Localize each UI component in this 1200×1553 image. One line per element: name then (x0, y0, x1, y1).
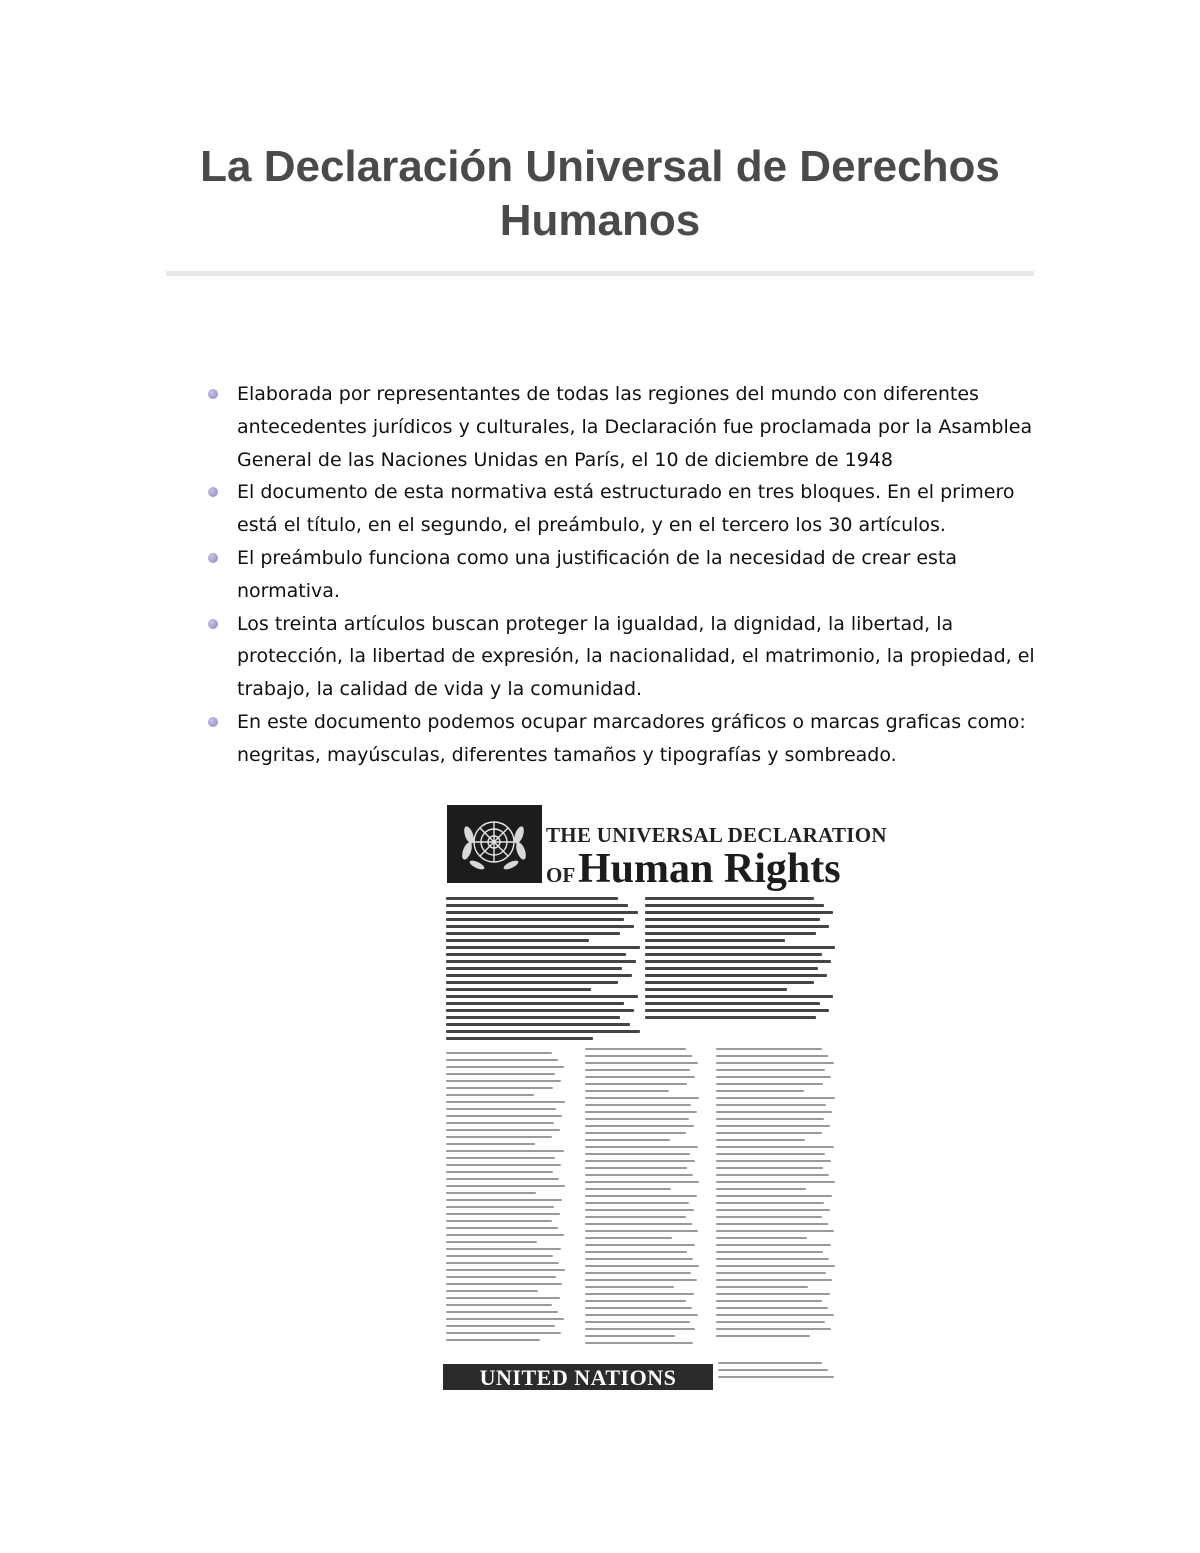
poster-text-line (585, 1328, 695, 1330)
poster-text-line (446, 1290, 538, 1292)
poster-text-line (585, 1069, 690, 1071)
poster-text-line (446, 904, 628, 907)
poster-text-line (585, 1174, 693, 1176)
poster-text-line (585, 1209, 694, 1211)
poster-text-line (446, 988, 591, 991)
poster-text-line (585, 1293, 694, 1295)
poster-text-line (446, 1059, 558, 1061)
poster-text-line (446, 925, 634, 928)
poster-text-line (446, 1227, 558, 1229)
poster-text-line (446, 1192, 536, 1194)
poster-text-line (718, 1369, 828, 1371)
poster-text-line (716, 1314, 834, 1316)
poster-text-line (645, 967, 818, 970)
poster-text-line (645, 939, 785, 942)
poster-text-line (645, 1016, 816, 1019)
poster-text-line (716, 1335, 810, 1337)
poster-text-line (446, 1164, 561, 1166)
poster-text-line (716, 1146, 834, 1148)
poster-text-line (585, 1244, 695, 1246)
poster-footnote (718, 1362, 836, 1382)
poster-text-line (645, 904, 824, 907)
poster-articles-column-1 (446, 1052, 566, 1342)
poster-text-line (446, 1087, 553, 1089)
list-item (205, 608, 1045, 706)
poster-text-line (446, 981, 618, 984)
poster-text-line (645, 988, 787, 991)
bullet-text: Elaborada por representantes de todas las regiones del mundo con diferentes antecedentes jurídicos y culturales, la Declaración fue proclamada por la Asamblea General de las Naciones Unidas en París, el 10 de diciembre de 1948 (237, 383, 1033, 471)
poster-text-line (585, 1139, 670, 1141)
poster-articles-column-2 (585, 1048, 700, 1346)
poster-text-line (716, 1104, 826, 1106)
poster-text-line (446, 1220, 552, 1222)
poster-text-line (716, 1118, 824, 1120)
poster-text-line (716, 1181, 835, 1183)
bullet-icon (208, 717, 218, 727)
poster-text-line (446, 1073, 555, 1075)
bullet-text: Los treinta artículos buscan proteger la igualdad, la dignidad, la libertad, la protección, la libertad de expresión, la nacionalidad, el matrimonio, la propiedad, el trabajo, la calidad de vida y la comunidad. (237, 612, 1035, 701)
poster-text-line (718, 1376, 834, 1378)
poster-text-line (716, 1062, 834, 1064)
poster-text-line (716, 1307, 828, 1309)
poster-text-line (716, 1265, 835, 1267)
poster-text-line (446, 1129, 560, 1131)
list-item (205, 706, 1045, 772)
poster-text-line (446, 1171, 553, 1173)
poster-text-line (585, 1055, 692, 1057)
poster-text-line (585, 1251, 687, 1253)
poster-text-line (716, 1076, 831, 1078)
poster-text-line (716, 1321, 825, 1323)
poster-text-line (585, 1188, 671, 1190)
poster-text-line (446, 1009, 634, 1012)
poster-text-line (446, 1213, 560, 1215)
poster-text-line (446, 1262, 559, 1264)
poster-text-line (716, 1328, 831, 1330)
poster-text-line (716, 1167, 823, 1169)
poster-text-line (585, 1181, 699, 1183)
poster-text-line (446, 1002, 624, 1005)
poster-text-line (716, 1055, 828, 1057)
bullet-text: En este documento podemos ocupar marcadores gráficos o marcas graficas como: negritas, mayúsculas, diferentes tamaños y tipografías y sombreado. (237, 710, 1026, 766)
poster-title-line-2: Human Rights (578, 846, 841, 892)
poster-text-line (585, 1146, 698, 1148)
poster-text-line (716, 1188, 806, 1190)
poster-text-line (716, 1251, 823, 1253)
poster-text-line (446, 932, 620, 935)
poster-text-line (716, 1279, 832, 1281)
poster-text-line (716, 1097, 835, 1099)
poster-text-line (446, 1332, 561, 1334)
page-title-line-1: La Declaración Universal de Derechos (200, 142, 1000, 191)
poster-text-line (645, 995, 833, 998)
poster-text-line (446, 1255, 553, 1257)
poster-text-line (645, 1009, 829, 1012)
poster-text-line (645, 1002, 820, 1005)
poster-text-line (446, 1297, 560, 1299)
poster-text-line (446, 1248, 561, 1250)
poster-text-line (446, 1283, 562, 1285)
poster-text-line (585, 1279, 697, 1281)
bullet-icon (208, 619, 218, 629)
poster-text-line (446, 911, 638, 914)
poster-text-line (446, 995, 638, 998)
poster-text-line (446, 1136, 552, 1138)
poster-text-line (446, 1066, 564, 1068)
poster-text-line (585, 1272, 691, 1274)
poster-text-line (585, 1090, 669, 1092)
poster-text-line (716, 1139, 805, 1141)
poster-text-line (645, 897, 814, 900)
poster-footer: UNITED NATIONS (443, 1364, 713, 1390)
title-divider (166, 271, 1034, 276)
poster-title-of: OF (546, 863, 576, 887)
poster-text-line (585, 1286, 674, 1288)
poster-title-line-1: THE UNIVERSAL DECLARATION (546, 823, 887, 847)
poster-text-line (716, 1272, 826, 1274)
poster-text-line (446, 1157, 555, 1159)
poster-text-line (585, 1230, 698, 1232)
poster-text-line (446, 1199, 562, 1201)
poster-text-line (645, 953, 822, 956)
poster-text-line (446, 1241, 537, 1243)
page-title-line-2: Humanos (499, 196, 701, 245)
poster-preamble-right (645, 897, 837, 1027)
poster-text-line (446, 967, 622, 970)
poster-text-line (446, 1234, 564, 1236)
poster-text-line (716, 1300, 822, 1302)
poster-text-line (716, 1223, 828, 1225)
poster-text-line (585, 1237, 672, 1239)
list-item (205, 476, 1045, 542)
poster-text-line (716, 1293, 830, 1295)
poster-text-line (446, 1276, 556, 1278)
poster-text-line (585, 1300, 686, 1302)
page-title (150, 140, 1050, 248)
poster-text-line (446, 918, 624, 921)
poster-text-line (716, 1153, 825, 1155)
poster-text-line (446, 897, 618, 900)
poster-text-line (585, 1111, 697, 1113)
poster-text-line (716, 1174, 829, 1176)
poster-text-line (585, 1160, 695, 1162)
poster-text-line (716, 1090, 804, 1092)
poster-text-line (645, 911, 833, 914)
poster-text-line (585, 1265, 699, 1267)
poster-text-line (446, 1080, 561, 1082)
list-item (205, 378, 1045, 476)
poster-text-line (446, 1122, 554, 1124)
poster-text-line (718, 1362, 822, 1364)
poster-text-line (446, 953, 626, 956)
poster-text-line (716, 1202, 824, 1204)
poster-text-line (585, 1167, 687, 1169)
poster-text-line (716, 1195, 832, 1197)
poster-text-line (645, 981, 814, 984)
poster-text-line (716, 1258, 829, 1260)
poster-text-line (446, 1185, 565, 1187)
poster-text-line (585, 1125, 694, 1127)
poster-text-line (585, 1321, 690, 1323)
poster-text-line (446, 974, 632, 977)
poster-text-line (585, 1202, 689, 1204)
poster-text-line (446, 960, 636, 963)
poster-text-line (716, 1083, 823, 1085)
poster-text-line (585, 1062, 698, 1064)
poster-text-line (585, 1335, 675, 1337)
poster-text-line (716, 1216, 822, 1218)
poster-text-line (716, 1237, 807, 1239)
poster-text-line (716, 1286, 808, 1288)
poster-text-line (446, 1094, 534, 1096)
poster-text-line (645, 925, 829, 928)
poster-articles-column-3 (716, 1048, 836, 1338)
poster-text-line (585, 1153, 690, 1155)
poster-text-line (716, 1244, 831, 1246)
poster-text-line (446, 1016, 620, 1019)
poster-text-line (645, 932, 816, 935)
poster-text-line (716, 1160, 831, 1162)
bullet-text: El documento de esta normativa está estructurado en tres bloques. En el primero está el título, en el segundo, el preámbulo, y en el tercero los 30 artículos. (237, 481, 1015, 537)
poster-text-line (585, 1342, 693, 1344)
poster-text-line (585, 1216, 686, 1218)
poster-text-line (585, 1132, 686, 1134)
poster-text-line (645, 974, 827, 977)
poster-text-line (446, 1037, 593, 1040)
poster-text-line (585, 1076, 695, 1078)
poster-text-line (446, 1115, 562, 1117)
bullet-list (205, 378, 1045, 772)
bullet-icon (208, 389, 218, 399)
poster-text-line (645, 918, 820, 921)
poster-text-line (585, 1118, 689, 1120)
bullet-icon (208, 553, 218, 563)
list-item (205, 542, 1045, 608)
poster-text-line (446, 1178, 559, 1180)
bullet-icon (208, 487, 218, 497)
bullet-text: El preámbulo funciona como una justificación de la necesidad de crear esta normativa. (237, 546, 958, 602)
poster-text-line (716, 1125, 830, 1127)
poster-text-line (446, 1108, 556, 1110)
poster-text-line (585, 1223, 692, 1225)
poster-text-line (446, 1269, 565, 1271)
poster-text-line (585, 1307, 692, 1309)
poster-text-line (716, 1048, 822, 1050)
poster-text-line (446, 946, 640, 949)
poster-text-line (716, 1111, 832, 1113)
poster-text-line (645, 960, 831, 963)
poster-text-line (446, 1339, 540, 1341)
poster-text-line (446, 1052, 552, 1054)
poster-preamble-left (446, 897, 642, 1047)
poster-text-line (446, 1311, 558, 1313)
poster-text-line (446, 1023, 630, 1026)
poster-text-line (585, 1097, 699, 1099)
poster-text-line (446, 1101, 565, 1103)
poster-text-line (585, 1314, 698, 1316)
poster-text-line (446, 1304, 552, 1306)
poster-text-line (716, 1069, 825, 1071)
poster-text-line (446, 1325, 555, 1327)
poster-text-line (446, 939, 589, 942)
poster-text-line (585, 1048, 686, 1050)
poster-text-line (585, 1083, 687, 1085)
poster-text-line (446, 1318, 564, 1320)
poster-text-line (446, 1030, 640, 1033)
poster-text-line (716, 1209, 830, 1211)
poster-text-line (585, 1258, 693, 1260)
poster-text-line (716, 1132, 822, 1134)
poster-text-line (446, 1143, 535, 1145)
poster-text-line (585, 1195, 697, 1197)
poster-text-line (716, 1230, 834, 1232)
poster-text-line (446, 1206, 554, 1208)
poster-text-line (645, 946, 835, 949)
poster-text-line (585, 1104, 691, 1106)
un-emblem-icon (447, 805, 542, 883)
poster-text-line (446, 1150, 564, 1152)
